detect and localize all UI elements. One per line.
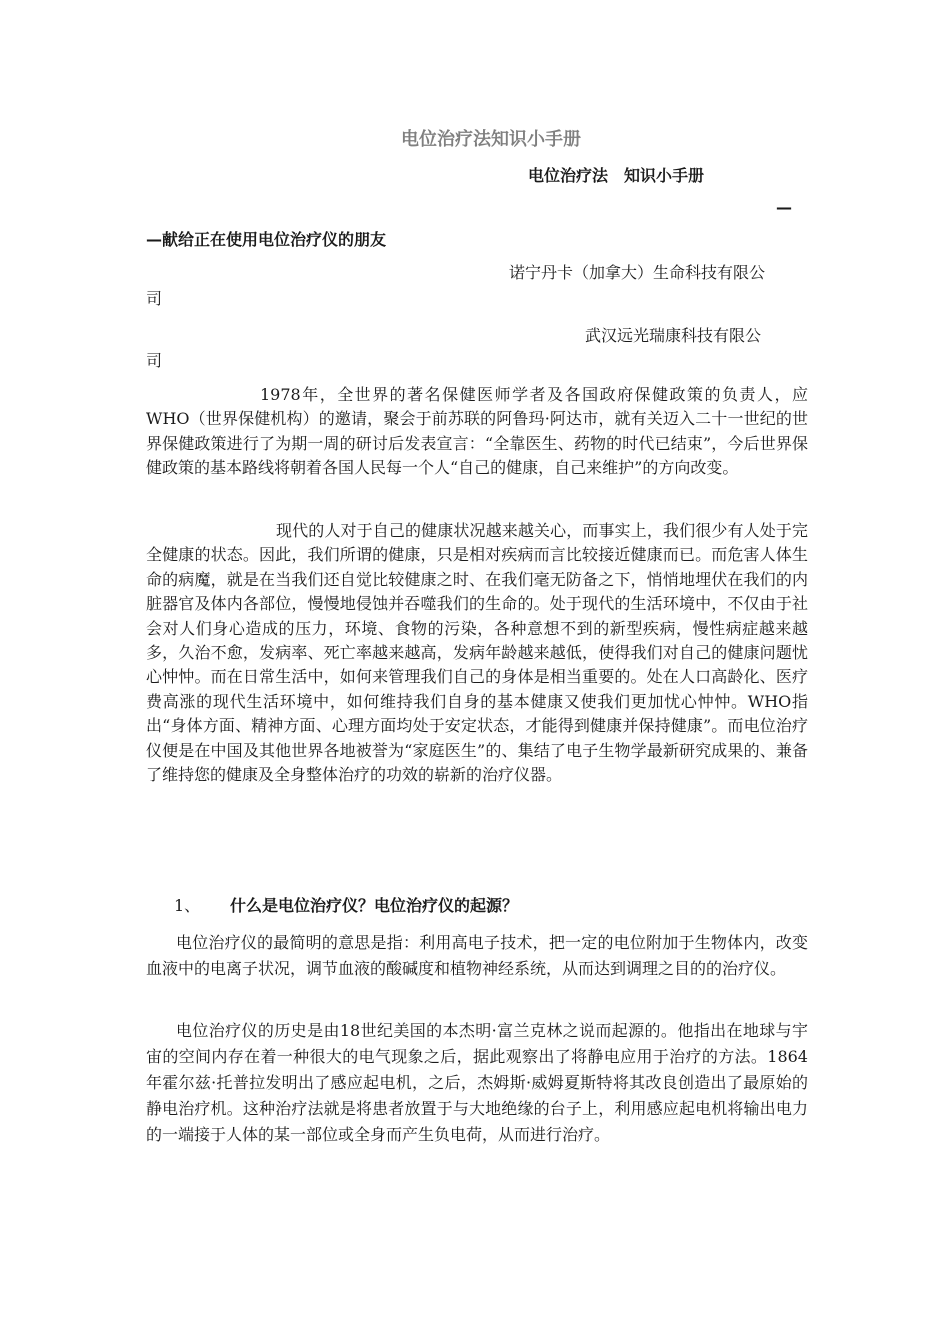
section-1-paragraph-1: 电位治疗仪的最简明的意思是指：利用高电子技术，把一定的电位附加于生物体内，改变血液中的电离子状况，调节血液的酸碱度和植物神经系统，从而达到调理之目的的治疗仪。 <box>146 933 808 978</box>
organization-1: 诺宁丹卡（加拿大）生命科技有限公 <box>509 263 766 282</box>
dedication-line: —献给正在使用电位治疗仪的朋友 <box>146 230 387 249</box>
intro-paragraph-2: 现代的人对于自己的健康状况越来越关心，而事实上，我们很少有人处于完全健康的状态。因此，我们所谓的健康，只是相对疾病而言比较接近健康而已。而危害人体生命的病魔，就是在当我们还自觉比较健康之时、在我们毫无防备之下，悄悄地埋伏在我们的内脏器官及体内各部位，慢慢地侵蚀并吞噬我们的生命的。处于现代的生活环境中，不仅由于社会对人们身心造成的压力，环境、食物的污染，各种意想不到的新型疾病，慢性病症越来越多，久治不愈，发病率、死亡率越来越高，发病年龄越来越低，使得我们对自己的健康问题忧心忡忡。而在日常生活中，如何来管理我们自己的身体是相当重要的。处在人口高龄化、医疗费高涨的现代生活环境中，如何维持我们自身的基本健康又使我们更加忧心忡忡。WHO指出“身体方面、精神方面、心理方面均处于安定状态，才能得到健康并保持健康”。而电位治疗仪便是在中国及其他世界各地被誉为“家庭医生”的、集结了电子生物学最新研究成果的、兼备了维持您的健康及全身整体治疗的功效的崭新的治疗仪器。 <box>146 521 808 785</box>
document-title: 电位治疗法知识小手册 <box>401 129 581 150</box>
organization-2-tail: 司 <box>146 351 163 370</box>
section-1-paragraph-2: 电位治疗仪的历史是由18世纪美国的本杰明·富兰克林之说而起源的。他指出在地球与宇宙的空间内存在着一种很大的电气现象之后，据此观察出了将静电应用于治疗的方法。1864年霍尔兹·托普拉发明出了感应起电机，之后，杰姆斯·威姆夏斯特将其改良创造出了最原始的静电治疗机。这种治疗法就是将患者放置于与大地绝缘的台子上，利用感应起电机将输出电力的一端接于人体的某一部位或全身而产生负电荷，从而进行治疗。 <box>146 1021 808 1144</box>
section-number: 1、 <box>174 896 201 915</box>
document-subtitle: 电位治疗法 知识小手册 <box>528 166 705 185</box>
organization-2: 武汉远光瑞康科技有限公 <box>585 326 762 345</box>
dedication-dash: — <box>776 198 792 217</box>
section-heading-1 <box>174 893 518 916</box>
intro-paragraph-1: 1978年，全世界的著名保健医师学者及各国政府保健政策的负责人，应WHO（世界保健机构）的邀请，聚会于前苏联的阿鲁玛·阿达市，就有关迈入二十一世纪的世界保健政策进行了为期一周的研讨后发表宣言：“全靠医生、药物的时代已结束”，今后世界保健政策的基本路线将朝着各国人民每一个人“自己的健康，自己来维护”的方向改变。 <box>146 385 808 478</box>
section-heading-text: 什么是电位治疗仪？电位治疗仪的起源？ <box>230 896 519 915</box>
organization-1-tail: 司 <box>146 289 163 308</box>
